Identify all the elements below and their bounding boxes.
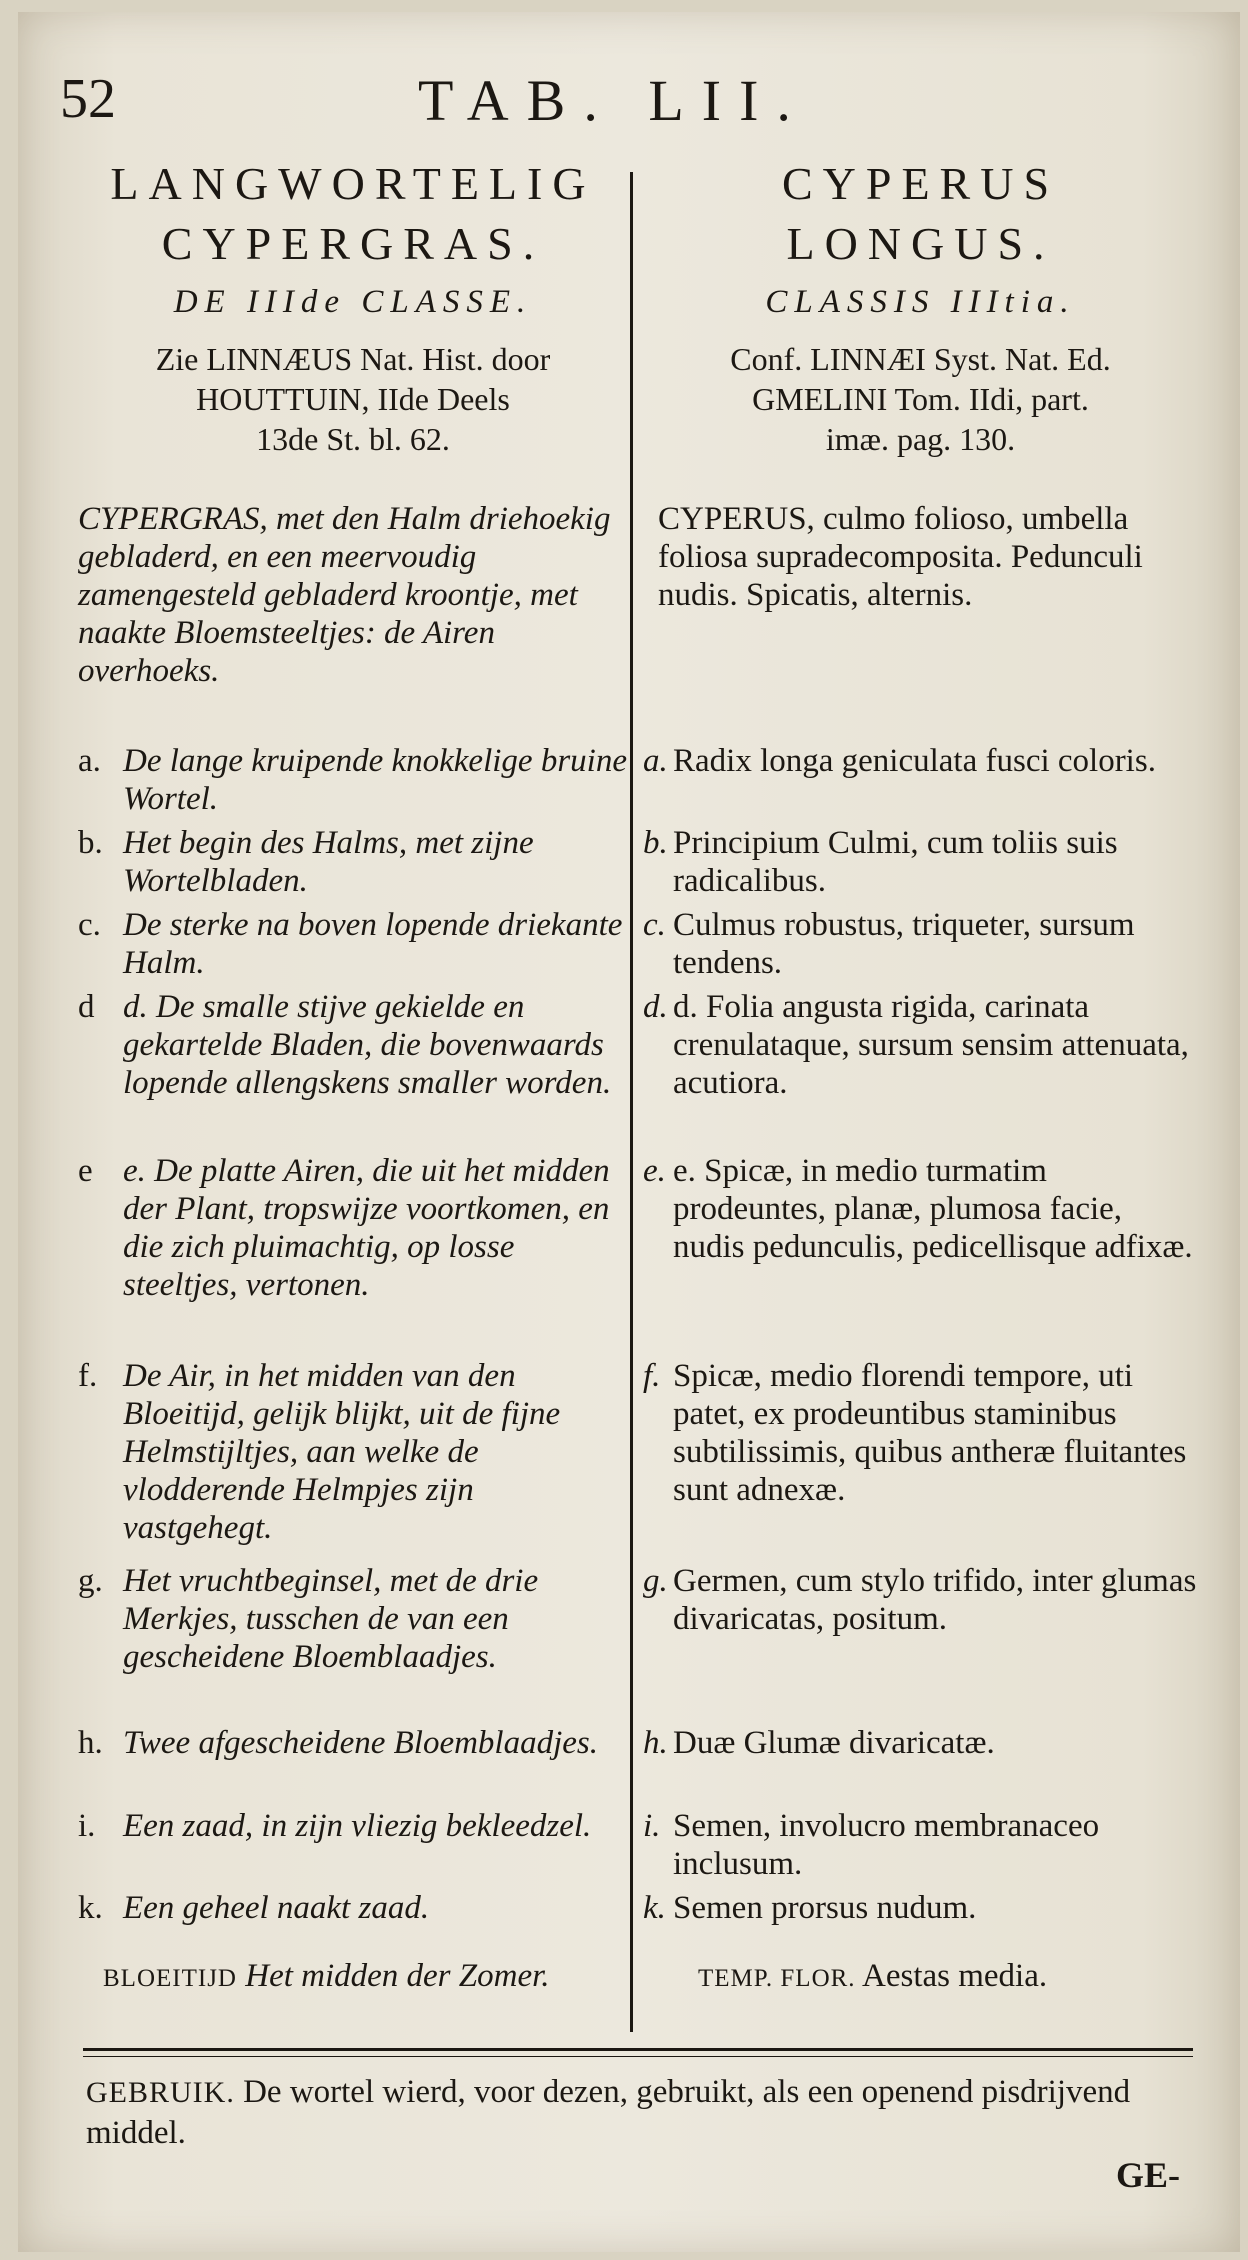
book-page: [18, 12, 1240, 2252]
right-title-2: LONGUS.: [786, 218, 1055, 269]
left-title-1: LANGWORTELIG: [110, 158, 596, 209]
left-item-f: f. De Air, in het midden van den Bloeitijd, gelijk blijkt, uit de fijne Helmstijltjes, aan welke de vlodderende Helmpjes zijn vastgehegt.: [78, 1358, 561, 1546]
right-item-f: f. Spicæ, medio florendi tempore, uti patet, ex prodeuntibus staminibus subtilissimis, quibus antheræ fluitantes sunt adnexæ.: [643, 1358, 1187, 1508]
left-item-g: g. Het vruchtbeginsel, met de drie Merkjes, tusschen de van een gescheidene Bloemblaadjes.: [78, 1563, 539, 1675]
bloeitijd-label: BLOEITIJD: [103, 1965, 237, 1992]
left-item-h: h. Twee afgescheidene Bloemblaadjes.: [78, 1725, 599, 1761]
right-item-e: e. e. Spicæ, in medio turmatim prodeuntes, planæ, plumosa facie, nudis pedunculis, pedicellisque adfixæ.: [643, 1153, 1193, 1265]
gebruik-note: [86, 2072, 1196, 2153]
right-citation-3: imæ. pag. 130.: [825, 421, 1016, 457]
right-class: CLASSIS IIItia.: [765, 284, 1076, 320]
right-citation-1: Conf. LINNÆI Syst. Nat. Ed.: [730, 341, 1111, 377]
right-item-i: i. Semen, involucro membranaceo inclusum.: [643, 1808, 1100, 1882]
right-item-b: b. Principium Culmi, cum toliis suis radicalibus.: [643, 825, 1118, 899]
right-citation-2: GMELINI Tom. IIdi, part.: [752, 381, 1089, 417]
left-bloeitijd: [103, 1957, 628, 1998]
gebruik-label: GEBRUIK.: [86, 2076, 235, 2109]
left-item-c: c. De sterke na boven lopende driekante Halm.: [78, 907, 623, 981]
right-temp-flor: [698, 1957, 1198, 1998]
left-item-a: a. De lange kruipende knokkelige bruine Wortel.: [78, 743, 627, 817]
footer-rule: [83, 2048, 1193, 2051]
right-item-d: d. d. Folia angusta rigida, carinata crenulataque, sursum sensim attenuata, acutiora.: [643, 989, 1189, 1101]
left-citation-1: Zie LINNÆUS Nat. Hist. door: [155, 341, 551, 377]
page-number: 52: [60, 68, 116, 130]
right-column: [643, 154, 1198, 459]
catchword: GE-: [1116, 2155, 1181, 2195]
right-item-g: g. Germen, cum stylo trifido, inter glumas divaricatas, positum.: [643, 1563, 1197, 1637]
running-head: TAB. LII.: [418, 68, 809, 133]
left-description: CYPERGRAS, met den Halm driehoekig gebladerd, en een meervoudig zamengesteld gebladerd kroontje, met naakte Bloemsteeltjes: de Airen overhoeks.: [78, 501, 611, 689]
left-citation-3: 13de St. bl. 62.: [256, 421, 450, 457]
left-item-b: b. Het begin des Halms, met zijne Wortelbladen.: [78, 825, 534, 899]
left-item-k: k. Een geheel naakt zaad.: [78, 1890, 430, 1926]
temp-flor-text: Aestas media.: [862, 1958, 1048, 1994]
left-title-2: CYPERGRAS.: [161, 218, 545, 269]
temp-flor-label: TEMP. FLOR.: [698, 1965, 856, 1992]
left-item-d: d d. De smalle stijve gekielde en gekartelde Bladen, die bovenwaards lopende allengskens smaller worden.: [78, 989, 612, 1101]
right-item-c: c. Culmus robustus, triqueter, sursum tendens.: [643, 907, 1135, 981]
left-item-i: i. Een zaad, in zijn vliezig bekleedzel.: [78, 1808, 592, 1844]
left-column: [78, 154, 628, 459]
right-item-k: k. Semen prorsus nudum.: [643, 1890, 977, 1926]
gebruik-text: De wortel wierd, voor dezen, gebruikt, als een openend pisdrijvend middel.: [86, 2074, 1131, 2151]
right-item-h: h. Duæ Glumæ divaricatæ.: [643, 1725, 995, 1761]
left-class: DE IIIde CLASSE.: [173, 284, 533, 320]
column-divider: [630, 172, 633, 2032]
right-item-a: a. Radix longa geniculata fusci coloris.: [643, 743, 1156, 779]
right-title-1: CYPERUS: [781, 158, 1060, 209]
left-citation-2: HOUTTUIN, IIde Deels: [196, 381, 510, 417]
left-item-e: e e. De platte Airen, die uit het midden der Plant, tropswijze voortkomen, en die zich pluimachtig, op losse steeltjes, vertonen.: [78, 1153, 610, 1303]
footer-rule-thin: [83, 2056, 1193, 2057]
bloeitijd-text: Het midden der Zomer.: [245, 1958, 550, 1994]
right-description: CYPERUS, culmo folioso, umbella foliosa supradecomposita. Pedunculi nudis. Spicatis, alternis.: [658, 501, 1143, 613]
